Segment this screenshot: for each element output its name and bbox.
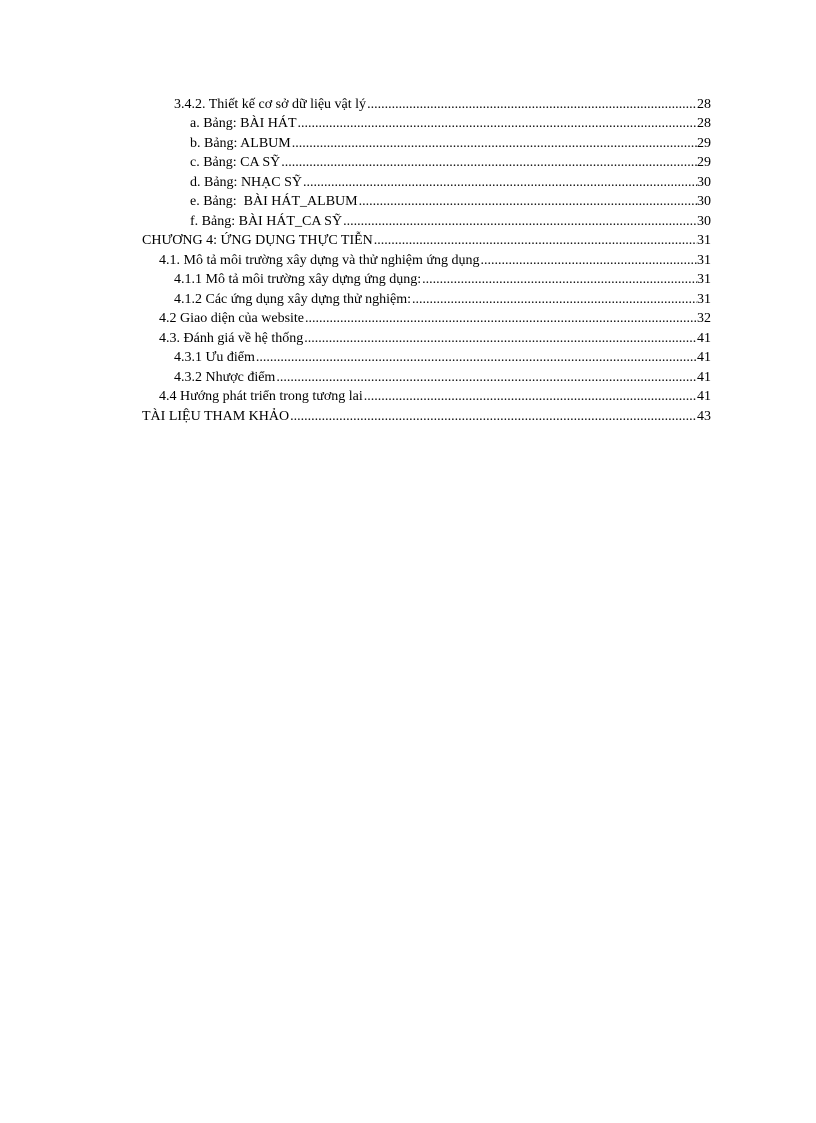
toc-entry-title: 4.3. Đánh giá về hệ thống xyxy=(159,330,304,346)
toc-entry-4-1[interactable] xyxy=(159,250,711,270)
toc-entry-page: 30 xyxy=(697,174,711,190)
toc-dot-leader xyxy=(290,408,697,426)
toc-entry-title: TÀI LIỆU THAM KHẢO xyxy=(142,408,290,424)
toc-entry-title: c. Bảng: CA SỸ xyxy=(190,155,281,170)
toc-entry-title: 4.4 Hướng phát triển trong tương lai xyxy=(159,389,363,404)
toc-entry-title: f. Bảng: BÀI HÁT_CA SỸ xyxy=(190,213,343,229)
toc-entry-page: 32 xyxy=(697,311,711,326)
toc-entry-title: a. Bảng: BÀI HÁT xyxy=(190,116,297,131)
toc-dot-leader xyxy=(298,115,697,133)
toc-dot-leader xyxy=(303,174,697,192)
toc-entry-chuong-4[interactable] xyxy=(142,231,711,251)
toc-entry-bang-bai-hat[interactable] xyxy=(190,114,711,134)
toc-entry-title: 4.3.2 Nhược điểm xyxy=(174,369,276,385)
toc-entry-title: 4.1. Mô tả môi trường xây dựng và thử nghiệm ứng dụng xyxy=(159,252,480,268)
toc-dot-leader xyxy=(364,388,697,406)
toc-entry-page: 41 xyxy=(697,330,711,346)
toc-dot-leader xyxy=(305,310,697,328)
toc-entry-title: 3.4.2. Thiết kế cơ sở dữ liệu vật lý xyxy=(174,96,367,112)
toc-entry-page: 41 xyxy=(697,389,711,404)
toc-entry-tai-lieu-tham-khao[interactable] xyxy=(142,406,711,426)
toc-entry-4-3-2[interactable] xyxy=(174,367,711,387)
toc-entry-page: 29 xyxy=(697,155,711,170)
toc-entry-page: 41 xyxy=(697,369,711,385)
toc-entry-page: 31 xyxy=(697,252,711,268)
toc-entry-title: d. Bảng: NHẠC SỸ xyxy=(190,174,303,190)
toc-entry-page: 28 xyxy=(697,116,711,131)
toc-entry-bang-bai-hat-ca-sy[interactable] xyxy=(190,211,711,231)
toc-dot-leader xyxy=(359,193,697,211)
toc-entry-bang-bai-hat-album[interactable] xyxy=(190,192,711,212)
toc-dot-leader xyxy=(412,291,697,309)
toc-dot-leader xyxy=(422,271,697,289)
toc-entry-title: e. Bảng: BÀI HÁT_ALBUM xyxy=(190,194,358,209)
toc-entry-page: 43 xyxy=(697,408,711,424)
toc-dot-leader xyxy=(292,135,697,153)
toc-entry-4-3[interactable] xyxy=(159,328,711,348)
toc-entry-title: 4.1.2 Các ứng dụng xây dựng thử nghiệm: xyxy=(174,291,412,307)
table-of-contents xyxy=(0,94,816,426)
toc-entry-title: b. Bảng: ALBUM xyxy=(190,135,291,151)
toc-dot-leader xyxy=(276,369,697,387)
toc-entry-page: 31 xyxy=(697,272,711,287)
toc-dot-leader xyxy=(281,154,697,172)
toc-entry-4-2[interactable] xyxy=(159,309,711,329)
toc-dot-leader xyxy=(256,349,697,367)
toc-entry-title: CHƯƠNG 4: ỨNG DỤNG THỰC TIỄN xyxy=(142,233,373,248)
toc-entry-bang-album[interactable] xyxy=(190,133,711,153)
toc-entry-title: 4.3.1 Ưu điểm xyxy=(174,350,255,365)
toc-entry-4-1-2[interactable] xyxy=(174,289,711,309)
toc-dot-leader xyxy=(367,96,697,114)
toc-entry-page: 30 xyxy=(697,194,711,209)
toc-entry-page: 31 xyxy=(697,233,711,248)
toc-entry-bang-nhac-sy[interactable] xyxy=(190,172,711,192)
toc-dot-leader xyxy=(480,252,697,270)
toc-entry-4-3-1[interactable] xyxy=(174,348,711,368)
toc-entry-page: 29 xyxy=(697,135,711,151)
toc-entry-4-1-1[interactable] xyxy=(174,270,711,290)
toc-entry-page: 28 xyxy=(697,96,711,112)
toc-dot-leader xyxy=(374,232,697,250)
toc-entry-bang-ca-sy[interactable] xyxy=(190,153,711,173)
toc-entry-3-4-2[interactable] xyxy=(174,94,711,114)
toc-entry-page: 31 xyxy=(697,291,711,307)
toc-entry-title: 4.1.1 Mô tả môi trường xây dựng ứng dụng: xyxy=(174,272,422,287)
toc-entry-title: 4.2 Giao diện của website xyxy=(159,311,305,326)
toc-dot-leader xyxy=(343,213,697,231)
toc-entry-page: 41 xyxy=(697,350,711,365)
toc-dot-leader xyxy=(304,330,697,348)
toc-entry-page: 30 xyxy=(697,213,711,229)
toc-entry-4-4[interactable] xyxy=(159,387,711,407)
